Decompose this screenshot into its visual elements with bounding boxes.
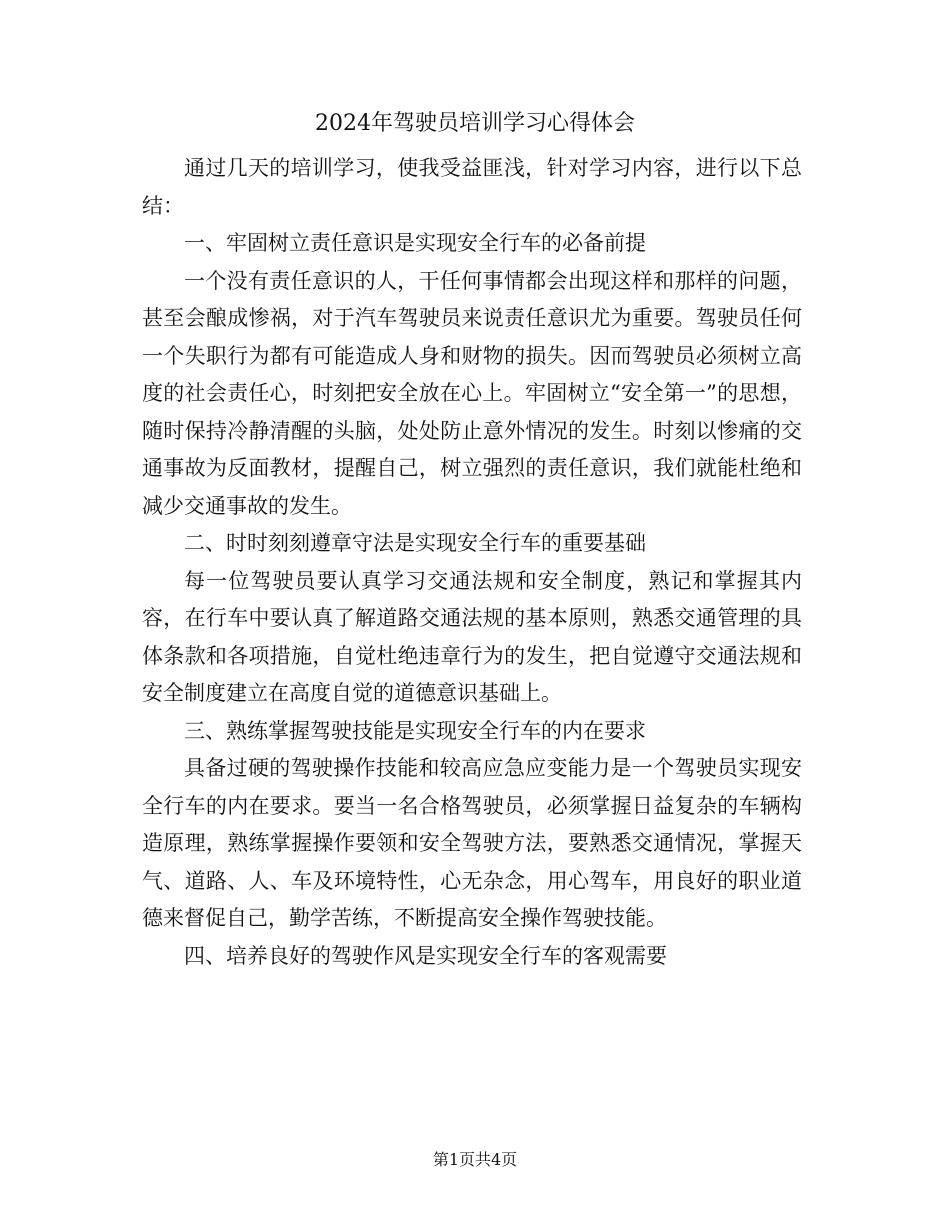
section-paragraph-2: 每一位驾驶员要认真学习交通法规和安全制度，熟记和掌握其内容，在行车中要认真了解道路交通法规的基本原则，熟悉交通管理的具体条款和各项措施，自觉杜绝违章行为的发生，把自觉遵守交通法规和安全制度建立在高度自觉的道德意识基础上。 — [142, 568, 802, 705]
document-body — [142, 150, 802, 975]
intro-paragraph: 通过几天的培训学习，使我受益匪浅，针对学习内容，进行以下总结： — [142, 156, 802, 218]
page-number-footer: 第1页共4页 — [432, 1150, 518, 1169]
section-paragraph-1: 一个没有责任意识的人，干任何事情都会出现这样和那样的问题，甚至会酿成惨祸，对于汽车驾驶员来说责任意识尤为重要。驾驶员任何一个失职行为都有可能造成人身和财物的损失。因而驾驶员必须树立高度的社会责任心，时刻把安全放在心上。牢固树立“安全第一”的思想，随时保持冷静清醒的头脑，处处防止意外情况的发生。时刻以惨痛的交通事故为反面教材，提醒自己，树立强烈的责任意识，我们就能杜绝和减少交通事故的发生。 — [142, 268, 802, 518]
section-paragraph-3: 具备过硬的驾驶操作技能和较高应急应变能力是一个驾驶员实现安全行车的内在要求。要当一名合格驾驶员，必须掌握日益复杂的车辆构造原理，熟练掌握操作要领和安全驾驶方法，要熟悉交通情况，掌握天气、道路、人、车及环境特性，心无杂念，用心驾车，用良好的职业道德来督促自己，勤学苦练，不断提高安全操作驾驶技能。 — [142, 756, 802, 930]
section-heading-3: 三、熟练掌握驾驶技能是实现安全行车的内在要求 — [184, 718, 646, 743]
section-heading-4: 四、培养良好的驾驶作风是实现安全行车的客观需要 — [184, 943, 667, 968]
section-heading-2: 二、时时刻刻遵章守法是实现安全行车的重要基础 — [184, 531, 646, 555]
section-heading-1: 一、牢固树立责任意识是实现安全行车的必备前提 — [184, 231, 646, 255]
document-title: 2024年驾驶员培训学习心得体会 — [315, 111, 635, 136]
